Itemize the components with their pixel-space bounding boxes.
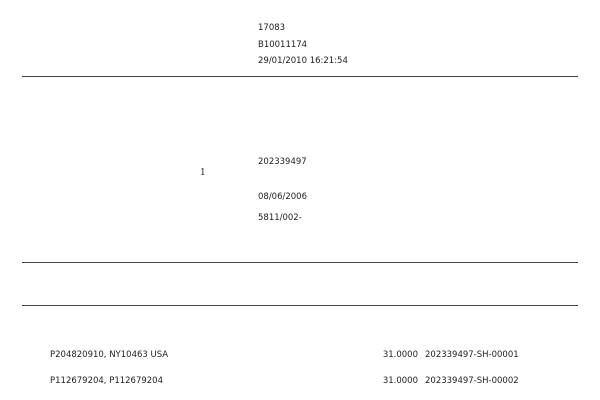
- subject-field-value: 5811/002-: [258, 213, 302, 223]
- share-cell: 31.0000: [382, 376, 418, 386]
- owner-cell: [50, 350, 350, 361]
- stray-mark: 1: [200, 168, 206, 178]
- application-number-value: 17083: [258, 23, 286, 33]
- subject-field-value: 08/06/2006: [258, 192, 307, 202]
- owner-line: P204820910, NY10463 USA: [50, 350, 169, 360]
- divider: [22, 305, 578, 306]
- share-cell: 31.0000: [382, 350, 418, 360]
- divider: [22, 76, 578, 77]
- share-number-cell: 202339497-SH-00001: [425, 350, 519, 360]
- subject-field-value: 202339497: [258, 157, 307, 167]
- share-number-cell: 202339497-SH-00002: [425, 376, 519, 386]
- registration-number-value: B10011174: [258, 40, 308, 50]
- printed-at-value: 29/01/2010 16:21:54: [258, 56, 348, 66]
- owner-cell: [50, 376, 350, 387]
- divider: [22, 262, 578, 263]
- owner-line: P112679204, P112679204: [50, 376, 163, 386]
